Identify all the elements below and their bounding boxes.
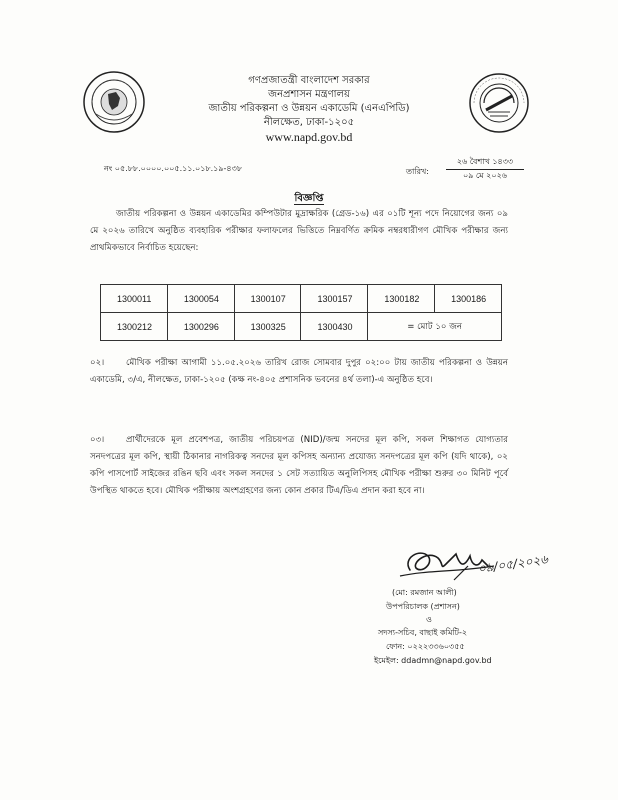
selected-rolls-table	[100, 284, 502, 341]
header-line-academy: জাতীয় পরিকল্পনা ও উন্নয়ন একাডেমি (এনএপিডি)	[208, 103, 410, 114]
roll-cell: 1300186	[435, 285, 502, 313]
date-label: তারিখ:	[406, 167, 429, 176]
header-line-government: গণপ্রজাতন্ত্রী বাংলাদেশ সরকার	[248, 75, 370, 86]
roll-cell: 1300296	[167, 313, 234, 341]
roll-cell: 1300107	[234, 285, 301, 313]
date-bangla: ২৬ বৈশাখ ১৪৩৩	[446, 156, 524, 170]
para2-number: ০২।	[90, 358, 105, 368]
roll-cell: 1300325	[234, 313, 301, 341]
date-english: ০৯ মে ২০২৬	[463, 171, 507, 180]
memo-number: নং ০৫.৮৮.০০০০.০০৫.১১.০১৮.১৯-৪৩৮	[104, 164, 243, 173]
roll-cell: 1300054	[167, 285, 234, 313]
intro-paragraph: জাতীয় পরিকল্পনা ও উন্নয়ন একাডেমির কম্পিউটার মুদ্রাক্ষরিক (গ্রেড-১৬) এর ০১টি শূন্য পদে নিয়োগের জন্য ০৯ মে ২০২৬ তারিখে অনুষ্ঠিত ব্যবহারিক পরীক্ষার ফলাফলের ভিত্তিতে নিম্নবর্ণিত ক্রমিক নম্বরধারীগণ মৌখিক পরীক্ষার জন্য প্রাথমিকভাবে নির্বাচিত হয়েছেন:	[90, 209, 508, 253]
signatory-name: (মো: রমজান আলী)	[392, 588, 457, 597]
para3-text: প্রার্থীদেরকে মূল প্রবেশপত্র, জাতীয় পরিচয়পত্র (NID)/জন্ম সনদের মূল কপি, সকল শিক্ষাগত যোগ্যতার সনদপত্রের মূল কপি, স্থায়ী ঠিকানার নাগরিকত্ব সনদের মূল কপিসহ অন্যান্য প্রযোজ্য সনদপত্রের মূল কপি (যদি থাকে), ০২ কপি পাসপোর্ট সাইজের রঙিন ছবি এবং সকল সনদের ১ সেট সত্যায়িত অনুলিপিসহ মৌখিক পরীক্ষা শুরুর ৩০ মিনিট পূর্বে উপস্থিত থাকতে হবে। মৌখিক পরীক্ষায় অংশগ্রহণের জন্য কোন প্রকার টিএ/ডিএ প্রদান করা হবে না।	[90, 435, 508, 496]
signatory-phone: ফোন: ০২২২৩৩৬০৩৫৫	[386, 642, 465, 651]
header-line-ministry: জনপ্রশাসন মন্ত্রণালয়	[268, 89, 350, 100]
roll-cell: 1300430	[301, 313, 368, 341]
table-row	[101, 285, 502, 313]
para2-text: মৌখিক পরীক্ষা আগামী ১১.০৫.২০২৬ তারিখ রোজ সোমবার দুপুর ০২:০০ টায় জাতীয় পরিকল্পনা ও উন্নয়ন একাডেমি, ৩/এ, নীলক্ষেত, ঢাকা-১২০৫ (কক্ষ নং-৪০৫ প্রশাসনিক ভবনের ৪র্থ তলা)-এ অনুষ্ঠিত হবে।	[90, 358, 508, 385]
header-line-address: নীলক্ষেত, ঢাকা-১২০৫	[263, 117, 355, 128]
signatory-role: সদস্য-সচিব, বাছাই কমিটি-২	[378, 628, 468, 637]
table-row	[101, 313, 502, 341]
notice-title: বিজ্ঞপ্তি	[294, 193, 324, 204]
roll-cell: 1300212	[101, 313, 168, 341]
total-count-cell: = মোট ১০ জন	[368, 313, 502, 341]
roll-cell: 1300157	[301, 285, 368, 313]
signatory-designation: উপপরিচালক (প্রশাসন)	[386, 602, 460, 611]
para3-number: ০৩।	[90, 435, 105, 445]
roll-cell: 1300011	[101, 285, 168, 313]
handwritten-date: ০৯/০৫/২০২৬	[477, 552, 549, 576]
header-website-link[interactable]: www.napd.gov.bd	[265, 130, 353, 144]
signatory-conjunction: ও	[426, 615, 432, 624]
signatory-email[interactable]: ইমেইল: ddadmn@napd.gov.bd	[374, 656, 492, 665]
roll-cell: 1300182	[368, 285, 435, 313]
